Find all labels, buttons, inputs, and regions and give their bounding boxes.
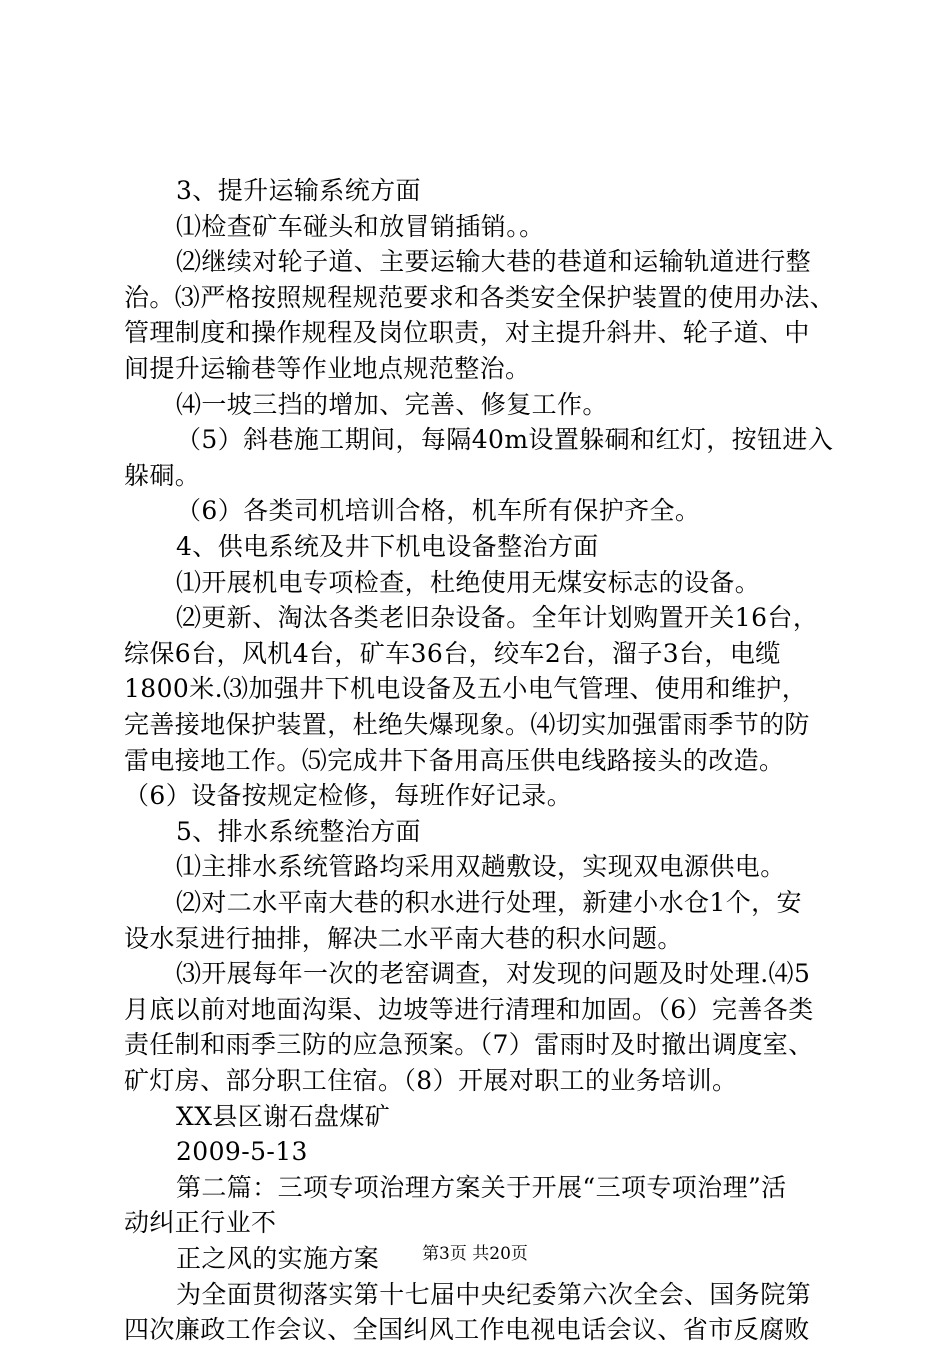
paragraph-line: ⑵对二水平南大巷的积水进行处理，新建小水仓1个，安 [176,888,802,917]
paragraph-line: ⑴开展机电专项检查，杜绝使用无煤安标志的设备。 [176,568,761,597]
section-heading-drainage: 5、排水系统整治方面 [176,817,421,846]
paragraph-line: 责任制和雨季三防的应急预案。（7）雷雨时及时撤出调度室、 [124,1030,814,1059]
section-heading-transport: 3、提升运输系统方面 [176,176,421,205]
paragraph-line: ⑴主排水系统管路均采用双趟敷设，实现双电源供电。 [176,852,786,881]
paragraph-line: 月底以前对地面沟渠、边坡等进行清理和加固。（6）完善各类 [124,995,814,1024]
signature-organization: XX县区谢石盘煤矿 [176,1102,391,1131]
paragraph-line: ⑵继续对轮子道、主要运输大巷的巷道和运输轨道进行整 [176,247,812,276]
paragraph-line: 为全面贯彻落实第十七届中央纪委第六次全会、国务院第 [176,1280,812,1309]
paragraph-line: （6）各类司机培训合格，机车所有保护齐全。 [176,496,701,525]
paragraph-line: 综保6台，风机4台，矿车36台，绞车2台，溜子3台，电缆 [124,639,781,668]
paragraph-line: 间提升运输巷等作业地点规范整治。 [124,354,531,383]
paragraph-line: （6）设备按规定检修，每班作好记录。 [124,781,573,810]
paragraph-line: 治。⑶严格按照规程规范要求和各类安全保护装置的使用办法、 [124,283,836,312]
paragraph-line: 躲硐。 [124,461,201,490]
paragraph-line: ⑷一坡三挡的增加、完善、修复工作。 [176,390,608,419]
paragraph-line: 完善接地保护装置，杜绝失爆现象。⑷切实加强雷雨季节的防 [124,710,810,739]
paragraph-line: 设水泵进行抽排，解决二水平南大巷的积水问题。 [124,924,683,953]
paragraph-line: （5）斜巷施工期间，每隔40m设置躲硐和红灯，按钮进入 [176,425,834,454]
paragraph-line: 1800米.⑶加强井下机电设备及五小电气管理、使用和维护， [124,674,808,703]
page-footer: 第3页 共20页 [422,1244,528,1264]
chapter-title-line: 动纠正行业不 [124,1208,277,1237]
paragraph-line: 雷电接地工作。⑸完成井下备用高压供电线路接头的改造。 [124,746,785,775]
paragraph-line: 四次廉政工作会议、全国纠风工作电视电话会议、省市反腐败 [124,1315,810,1344]
paragraph-line: ⑶开展每年一次的老窑调查，对发现的问题及时处理.⑷5 [176,959,811,988]
paragraph-line: 矿灯房、部分职工住宿。（8）开展对职工的业务培训。 [124,1066,738,1095]
paragraph-line: 管理制度和操作规程及岗位职责，对主提升斜井、轮子道、中 [124,318,810,347]
paragraph-line: ⑴检查矿车碰头和放冒销插销。。 [176,212,545,241]
paragraph-line: ⑵更新、淘汰各类老旧杂设备。全年计划购置开关16台， [176,603,819,632]
chapter-title-line: 正之风的实施方案 [176,1244,380,1273]
signature-date: 2009-5-13 [176,1137,308,1166]
chapter-title-line: 第二篇：三项专项治理方案关于开展“三项专项治理”活 [176,1173,787,1202]
section-heading-power: 4、供电系统及井下机电设备整治方面 [176,532,599,561]
